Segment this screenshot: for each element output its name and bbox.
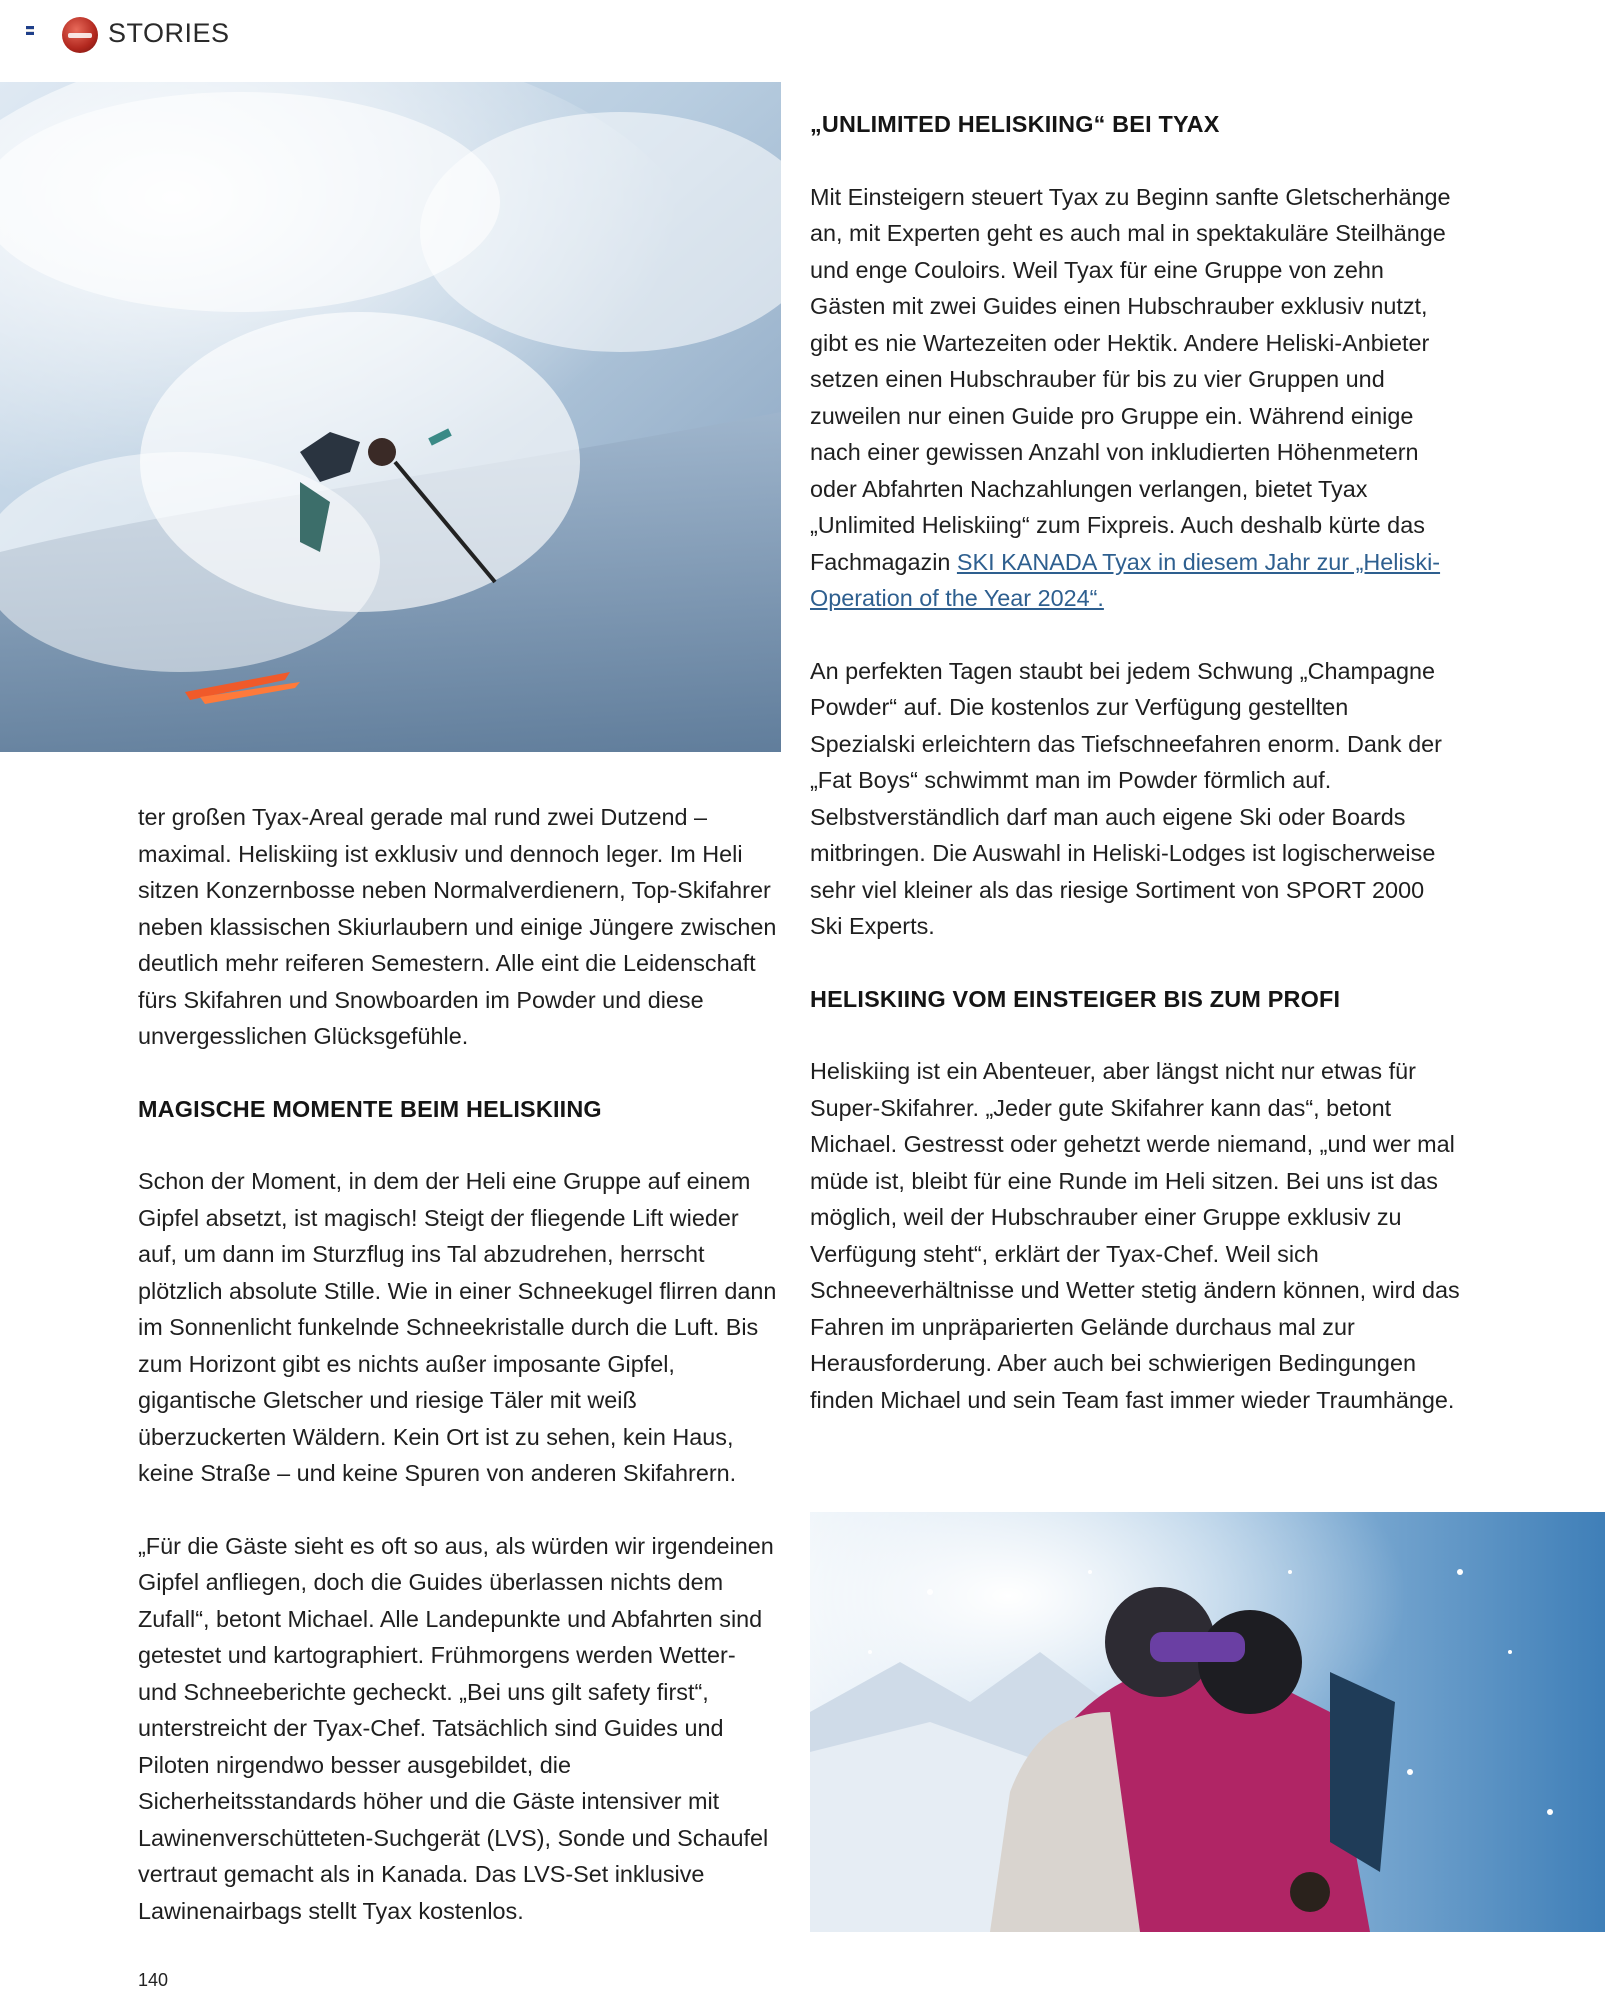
paragraph: ter großen Tyax-Areal gerade mal rund zwei Dutzend – maximal. Heliskiing ist exklusiv und dennoch leger. Im Heli sitzen Konzernbosse neben Normalverdienern, Top-Skifahrer neben klassischen Skiurlaubern und einige Jüngere zwischen deutlich mehr reiferen Semestern. Alle eint die Leidenschaft fürs Skifahren und Snowboarden im Powder und diese unvergesslichen Glücksgefühle. (138, 804, 777, 1049)
left-column (138, 799, 778, 1929)
skier-powder-photo (0, 82, 781, 752)
paragraph-text: Mit Einsteigern steuert Tyax zu Beginn sanfte Gletscherhänge an, mit Experten geht es auch mal in spektakuläre Steilhänge und enge Couloirs. Weil Tyax für eine Gruppe von zehn Gästen mit zwei Guides einen Hubschrauber exklusiv nutzt, gibt es nie Wartezeiten oder Hektik. Andere Heliski-Anbieter setzen einen Hubschrauber für bis zu vier Gruppen und zuweilen nur einen Guide pro Gruppe ein. Während einige nach einer gewissen Anzahl von inkludierten Höhenmetern oder Abfahrten Nachzahlungen verlangen, bietet Tyax „Unlimited Heliskiing“ zum Fixpreis. Auch deshalb kürte das Fachmagazin (810, 183, 1451, 575)
heading-einsteiger-profi: HELISKIING VOM EINSTEIGER BIS ZUM PROFI (810, 985, 1341, 1012)
paragraph: Heliskiing ist ein Abenteuer, aber längst nicht nur etwas für Super-Skifahrer. „Jeder gute Skifahrer kann das“, betont Michael. Gestresst oder gehetzt werde niemand, „und wer mal müde ist, bleibt für eine Runde im Heli sitzen. Bei uns ist das möglich, weil der Hubschrauber einer Gruppe exklusiv zu Verfügung steht“, erklärt der Tyax-Chef. Weil sich Schneeverhältnisse und Wetter stetig ändern können, wird das Fahren im unpräparierten Gelände durchaus mal zur Herausforderung. Aber auch bei schwierigen Bedingungen finden Michael und sein Team fast immer wieder Traumhänge. (810, 1058, 1460, 1413)
sport2000-logo-icon (62, 17, 98, 53)
ski-kanada-link[interactable]: SKI KANADA Tyax in diesem Jahr zur „Heliski-Operation of the Year 2024“. (810, 548, 1441, 611)
right-column (810, 106, 1460, 1418)
heading-magische-momente: MAGISCHE MOMENTE BEIM HELISKIING (138, 1095, 602, 1122)
paragraph: „Für die Gäste sieht es oft so aus, als würden wir irgendeinen Gipfel anfliegen, doch die Guides überlassen nichts dem Zufall“, betont Michael. Alle Landepunkte und Abfahrten sind getestet und kartographiert. Frühmorgens werden Wetter- und Schneeberichte gecheckt. „Bei uns gilt safety first“, unterstreicht der Tyax-Chef. Tatsächlich sind Guides und Piloten nirgendwo besser ausgebildet, die Sicherheitsstandards höher und die Gäste intensiver mit Lawinenverschütteten-Suchgerät (LVS), Sonde und Schaufel vertraut gemacht als in Kanada. Das LVS-Set inklusive Lawinenairbags stellt Tyax kostenlos. (138, 1532, 774, 1924)
paragraph: Schon der Moment, in dem der Heli eine Gruppe auf einem Gipfel absetzt, ist magisch! Steigt der fliegende Lift wieder auf, um dann im Sturzflug ins Tal abzudrehen, herrscht plötzlich absolute Stille. Wie in einer Schneekugel flirren dann im Sonnenlicht funkelnde Schneekristalle durch die Luft. Bis zum Horizont gibt es nichts außer imposante Gipfel, gigantische Gletscher und riesige Täler mit weiß überzuckerten Wäldern. Kein Ort ist zu sehen, kein Haus, keine Straße – und keine Spuren von anderen Skifahrern. (138, 1168, 777, 1486)
section-title: STORIES (108, 18, 230, 48)
heading-unlimited-heliskiing: „UNLIMITED HELISKIING“ BEI TYAX (810, 111, 1220, 137)
skiers-embrace-photo (810, 1512, 1605, 1932)
flag-icon[interactable] (26, 26, 34, 35)
page-number: 140 (138, 1970, 169, 1990)
paragraph: An perfekten Tagen staubt bei jedem Schwung „Champagne Powder“ auf. Die kostenlos zur Verfügung gestellten Spezialski erleichtern das Tiefschneefahren enorm. Dank der „Fat Boys“ schwimmt man im Powder förmlich auf. Selbstverständlich darf man auch eigene Ski oder Boards mitbringen. Die Auswahl in Heliski-Lodges ist logischerweise sehr viel kleiner als das riesige Sortiment von SPORT 2000 Ski Experts. (810, 657, 1442, 939)
paragraph (810, 179, 1460, 617)
page-header (0, 0, 1605, 72)
